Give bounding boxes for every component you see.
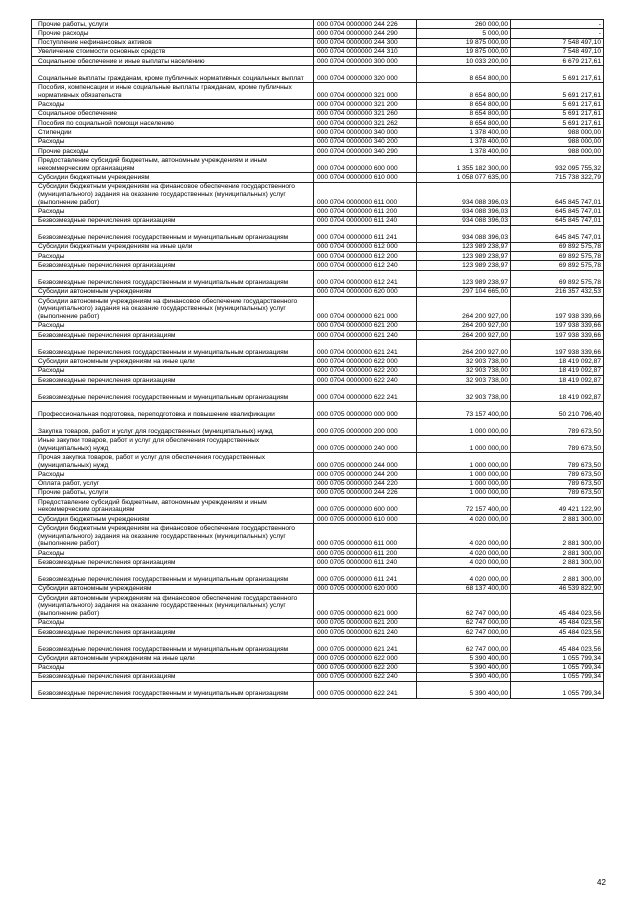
row-code-cell: 000 0704 0000000 611 241 bbox=[314, 225, 417, 242]
table-row bbox=[32, 498, 604, 515]
table-row bbox=[32, 225, 604, 242]
row-executed-cell: 45 484 023,56 bbox=[511, 627, 604, 636]
row-executed-cell: 645 845 747,01 bbox=[511, 225, 604, 242]
row-name-cell: Безвозмездные перечисления государственным и муниципальным организациям bbox=[32, 340, 314, 357]
row-name-cell: Социальное обеспечение bbox=[32, 109, 314, 118]
table-row bbox=[32, 216, 604, 225]
row-executed-cell: 789 673,50 bbox=[511, 479, 604, 488]
row-executed-cell: 2 881 300,00 bbox=[511, 558, 604, 567]
row-code-cell: 000 0704 0000000 612 200 bbox=[314, 252, 417, 261]
row-executed-cell: 645 845 747,01 bbox=[511, 182, 604, 207]
table-row bbox=[32, 672, 604, 681]
row-executed-cell: 45 484 023,56 bbox=[511, 618, 604, 627]
row-code-cell: 000 0705 0000000 621 240 bbox=[314, 627, 417, 636]
row-name-cell: Безвозмездные перечисления организациям bbox=[32, 558, 314, 567]
row-code-cell: 000 0705 0000000 000 000 bbox=[314, 402, 417, 419]
row-name-cell: Социальное обеспечение и иные выплаты населению bbox=[32, 57, 314, 66]
table-row bbox=[32, 321, 604, 330]
row-approved-cell: 8 654 800,00 bbox=[417, 83, 511, 100]
row-approved-cell: 1 000 000,00 bbox=[417, 436, 511, 453]
row-name-cell: Расходы bbox=[32, 618, 314, 627]
row-name-cell: Прочие работы, услуги bbox=[32, 488, 314, 497]
table-row bbox=[32, 57, 604, 66]
row-name-cell: Субсидии автономным учреждениям на иные цели bbox=[32, 654, 314, 663]
table-row bbox=[32, 385, 604, 402]
row-approved-cell: 297 104 665,00 bbox=[417, 287, 511, 296]
row-name-cell: Безвозмездные перечисления государственным и муниципальным организациям bbox=[32, 270, 314, 287]
row-approved-cell: 264 200 927,00 bbox=[417, 321, 511, 330]
row-approved-cell: 5 000,00 bbox=[417, 29, 511, 38]
row-approved-cell: 32 903 738,00 bbox=[417, 375, 511, 384]
row-code-cell: 000 0704 0000000 321 200 bbox=[314, 100, 417, 109]
row-approved-cell: 62 747 000,00 bbox=[417, 618, 511, 627]
row-code-cell: 000 0705 0000000 611 200 bbox=[314, 549, 417, 558]
row-executed-cell: 197 938 339,66 bbox=[511, 331, 604, 340]
row-code-cell: 000 0704 0000000 612 000 bbox=[314, 242, 417, 251]
row-name-cell: Оплата работ, услуг bbox=[32, 479, 314, 488]
table-row bbox=[32, 479, 604, 488]
row-code-cell: 000 0704 0000000 244 300 bbox=[314, 38, 417, 47]
row-name-cell: Расходы bbox=[32, 549, 314, 558]
row-code-cell: 000 0705 0000000 622 240 bbox=[314, 672, 417, 681]
table-row bbox=[32, 618, 604, 627]
row-executed-cell: 197 938 339,66 bbox=[511, 321, 604, 330]
row-executed-cell: 789 673,50 bbox=[511, 453, 604, 470]
row-code-cell: 000 0704 0000000 321 262 bbox=[314, 119, 417, 128]
row-name-cell: Социальные выплаты гражданам, кроме публичных нормативных социальных выплат bbox=[32, 66, 314, 83]
row-code-cell: 000 0705 0000000 621 241 bbox=[314, 637, 417, 654]
table-row bbox=[32, 402, 604, 419]
row-name-cell: Безвозмездные перечисления государственным и муниципальным организациям bbox=[32, 385, 314, 402]
row-code-cell: 000 0704 0000000 612 241 bbox=[314, 270, 417, 287]
row-name-cell: Субсидии автономным учреждениям на финансовое обеспечение государственного (муниципального) задания на оказание государственных (муниципальных) услуг (выполнение работ) bbox=[32, 297, 314, 322]
row-approved-cell: 1 000 000,00 bbox=[417, 453, 511, 470]
row-name-cell: Пособия, компенсации и иные социальные выплаты гражданам, кроме публичных нормативных обязательств bbox=[32, 83, 314, 100]
row-executed-cell: 197 938 339,66 bbox=[511, 297, 604, 322]
row-code-cell: 000 0705 0000000 200 000 bbox=[314, 419, 417, 436]
row-code-cell: 000 0705 0000000 622 200 bbox=[314, 663, 417, 672]
row-name-cell: Безвозмездные перечисления организациям bbox=[32, 672, 314, 681]
table-row bbox=[32, 515, 604, 524]
row-code-cell: 000 0705 0000000 600 000 bbox=[314, 498, 417, 515]
row-code-cell: 000 0704 0000000 321 260 bbox=[314, 109, 417, 118]
row-code-cell: 000 0705 0000000 244 226 bbox=[314, 488, 417, 497]
row-executed-cell: 789 673,50 bbox=[511, 470, 604, 479]
row-approved-cell: 62 747 000,00 bbox=[417, 627, 511, 636]
row-code-cell: 000 0704 0000000 620 000 bbox=[314, 287, 417, 296]
row-name-cell: Безвозмездные перечисления организациям bbox=[32, 627, 314, 636]
row-name-cell: Профессиональная подготовка, переподготовка и повышение квалификации bbox=[32, 402, 314, 419]
row-code-cell: 000 0705 0000000 621 000 bbox=[314, 593, 417, 618]
row-name-cell: Расходы bbox=[32, 366, 314, 375]
row-approved-cell: 62 747 000,00 bbox=[417, 593, 511, 618]
row-executed-cell: 5 691 217,61 bbox=[511, 83, 604, 100]
row-code-cell: 000 0705 0000000 611 000 bbox=[314, 524, 417, 549]
row-approved-cell: 934 088 396,03 bbox=[417, 216, 511, 225]
table-row bbox=[32, 83, 604, 100]
row-approved-cell: 260 000,00 bbox=[417, 20, 511, 29]
row-executed-cell: 988 000,00 bbox=[511, 146, 604, 155]
row-name-cell: Безвозмездные перечисления государственным и муниципальным организациям bbox=[32, 567, 314, 584]
table-row bbox=[32, 38, 604, 47]
row-executed-cell: 49 421 122,90 bbox=[511, 498, 604, 515]
row-name-cell: Предоставление субсидий бюджетным, автономным учреждениям и иным некоммерческим организациям bbox=[32, 156, 314, 173]
row-code-cell: 000 0704 0000000 621 241 bbox=[314, 340, 417, 357]
row-code-cell: 000 0704 0000000 340 290 bbox=[314, 146, 417, 155]
row-executed-cell: 988 000,00 bbox=[511, 137, 604, 146]
row-approved-cell: 1 000 000,00 bbox=[417, 470, 511, 479]
row-name-cell: Увеличение стоимости основных средств bbox=[32, 47, 314, 56]
row-executed-cell: 5 691 217,61 bbox=[511, 66, 604, 83]
table-row bbox=[32, 146, 604, 155]
row-approved-cell: 264 200 927,00 bbox=[417, 340, 511, 357]
row-name-cell: Расходы bbox=[32, 470, 314, 479]
row-approved-cell: 934 088 396,03 bbox=[417, 182, 511, 207]
row-code-cell: 000 0704 0000000 611 200 bbox=[314, 207, 417, 216]
row-code-cell: 000 0705 0000000 622 000 bbox=[314, 654, 417, 663]
row-code-cell: 000 0704 0000000 244 310 bbox=[314, 47, 417, 56]
row-approved-cell: 1 355 182 300,00 bbox=[417, 156, 511, 173]
row-approved-cell: 4 020 000,00 bbox=[417, 549, 511, 558]
row-executed-cell: 69 892 575,78 bbox=[511, 242, 604, 251]
table-row bbox=[32, 287, 604, 296]
row-code-cell: 000 0704 0000000 244 226 bbox=[314, 20, 417, 29]
row-approved-cell: 123 989 238,97 bbox=[417, 252, 511, 261]
row-name-cell: Безвозмездные перечисления организациям bbox=[32, 375, 314, 384]
row-approved-cell: 72 157 400,00 bbox=[417, 498, 511, 515]
row-code-cell: 000 0704 0000000 622 240 bbox=[314, 375, 417, 384]
row-executed-cell: 988 000,00 bbox=[511, 128, 604, 137]
table-row bbox=[32, 252, 604, 261]
row-name-cell: Расходы bbox=[32, 663, 314, 672]
row-code-cell: 000 0704 0000000 621 200 bbox=[314, 321, 417, 330]
row-executed-cell: 715 738 322,79 bbox=[511, 173, 604, 182]
row-executed-cell: 1 055 799,34 bbox=[511, 682, 604, 699]
row-name-cell: Закупка товаров, работ и услуг для государственных (муниципальных) нужд bbox=[32, 419, 314, 436]
row-code-cell: 000 0705 0000000 622 241 bbox=[314, 682, 417, 699]
table-row bbox=[32, 637, 604, 654]
row-name-cell: Субсидии бюджетным учреждениям на финансовое обеспечение государственного (муниципального) задания на оказание государственных (муниципальных) услуг (выполнение работ) bbox=[32, 182, 314, 207]
budget-table bbox=[31, 19, 604, 699]
row-executed-cell: 1 055 799,34 bbox=[511, 654, 604, 663]
row-code-cell: 000 0704 0000000 621 240 bbox=[314, 331, 417, 340]
row-approved-cell: 19 875 000,00 bbox=[417, 47, 511, 56]
row-executed-cell: 1 055 799,34 bbox=[511, 663, 604, 672]
row-name-cell: Поступление нефинансовых активов bbox=[32, 38, 314, 47]
row-name-cell: Безвозмездные перечисления организациям bbox=[32, 216, 314, 225]
row-executed-cell: 18 419 092,87 bbox=[511, 375, 604, 384]
row-code-cell: 000 0704 0000000 622 241 bbox=[314, 385, 417, 402]
row-approved-cell: 5 390 400,00 bbox=[417, 682, 511, 699]
row-code-cell: 000 0705 0000000 621 200 bbox=[314, 618, 417, 627]
row-approved-cell: 8 654 800,00 bbox=[417, 109, 511, 118]
row-code-cell: 000 0704 0000000 244 290 bbox=[314, 29, 417, 38]
row-executed-cell: 7 548 497,10 bbox=[511, 47, 604, 56]
row-approved-cell: 1 058 077 635,00 bbox=[417, 173, 511, 182]
row-code-cell: 000 0704 0000000 610 000 bbox=[314, 173, 417, 182]
row-executed-cell: 5 691 217,61 bbox=[511, 100, 604, 109]
table-row bbox=[32, 567, 604, 584]
row-code-cell: 000 0704 0000000 300 000 bbox=[314, 57, 417, 66]
row-executed-cell: 18 419 092,87 bbox=[511, 357, 604, 366]
table-row bbox=[32, 558, 604, 567]
table-row bbox=[32, 488, 604, 497]
row-code-cell: 000 0705 0000000 244 000 bbox=[314, 453, 417, 470]
row-executed-cell: 2 881 300,00 bbox=[511, 524, 604, 549]
table-row bbox=[32, 100, 604, 109]
table-row bbox=[32, 682, 604, 699]
table-row bbox=[32, 593, 604, 618]
row-approved-cell: 8 654 800,00 bbox=[417, 66, 511, 83]
row-name-cell: Расходы bbox=[32, 321, 314, 330]
table-row bbox=[32, 663, 604, 672]
row-executed-cell: 2 881 300,00 bbox=[511, 549, 604, 558]
row-executed-cell: - bbox=[511, 29, 604, 38]
row-executed-cell: 1 055 799,34 bbox=[511, 672, 604, 681]
table-row bbox=[32, 654, 604, 663]
row-code-cell: 000 0705 0000000 611 241 bbox=[314, 567, 417, 584]
row-executed-cell: 46 539 822,90 bbox=[511, 584, 604, 593]
table-row bbox=[32, 331, 604, 340]
row-executed-cell: 18 419 092,87 bbox=[511, 385, 604, 402]
row-executed-cell: 7 548 497,10 bbox=[511, 38, 604, 47]
row-approved-cell: 1 378 400,00 bbox=[417, 137, 511, 146]
table-row bbox=[32, 627, 604, 636]
row-executed-cell: - bbox=[511, 20, 604, 29]
row-name-cell: Субсидии бюджетным учреждениям bbox=[32, 173, 314, 182]
row-name-cell: Расходы bbox=[32, 207, 314, 216]
row-name-cell: Прочая закупка товаров, работ и услуг для обеспечения государственных (муниципальных) нужд bbox=[32, 453, 314, 470]
row-approved-cell: 68 137 400,00 bbox=[417, 584, 511, 593]
row-code-cell: 000 0704 0000000 612 240 bbox=[314, 261, 417, 270]
table-row bbox=[32, 549, 604, 558]
row-name-cell: Субсидии автономным учреждениям bbox=[32, 584, 314, 593]
row-approved-cell: 4 020 000,00 bbox=[417, 567, 511, 584]
row-code-cell: 000 0704 0000000 611 240 bbox=[314, 216, 417, 225]
row-approved-cell: 4 020 000,00 bbox=[417, 515, 511, 524]
row-approved-cell: 32 903 738,00 bbox=[417, 366, 511, 375]
row-code-cell: 000 0704 0000000 320 000 bbox=[314, 66, 417, 83]
row-name-cell: Расходы bbox=[32, 137, 314, 146]
row-name-cell: Безвозмездные перечисления организациям bbox=[32, 331, 314, 340]
row-approved-cell: 264 200 927,00 bbox=[417, 331, 511, 340]
table-row bbox=[32, 109, 604, 118]
row-approved-cell: 934 088 396,03 bbox=[417, 207, 511, 216]
row-executed-cell: 789 673,50 bbox=[511, 436, 604, 453]
row-approved-cell: 264 200 927,00 bbox=[417, 297, 511, 322]
row-name-cell: Безвозмездные перечисления организациям bbox=[32, 261, 314, 270]
row-name-cell: Субсидии автономным учреждениям на финансовое обеспечение государственного (муниципального) задания на оказание государственных (муниципальных) услуг (выполнение работ) bbox=[32, 593, 314, 618]
row-name-cell: Субсидии автономным учреждениям bbox=[32, 287, 314, 296]
row-name-cell: Иные закупки товаров, работ и услуг для обеспечения государственных (муниципальных) нужд bbox=[32, 436, 314, 453]
row-name-cell: Субсидии бюджетным учреждениям на иные цели bbox=[32, 242, 314, 251]
row-name-cell: Прочие расходы bbox=[32, 29, 314, 38]
row-name-cell: Пособия по социальной помощи населению bbox=[32, 119, 314, 128]
row-executed-cell: 69 892 575,78 bbox=[511, 261, 604, 270]
row-executed-cell: 932 095 755,32 bbox=[511, 156, 604, 173]
row-approved-cell: 5 390 400,00 bbox=[417, 654, 511, 663]
row-approved-cell: 123 989 238,97 bbox=[417, 242, 511, 251]
row-executed-cell: 197 938 339,66 bbox=[511, 340, 604, 357]
row-executed-cell: 50 210 796,40 bbox=[511, 402, 604, 419]
budget-table-body bbox=[32, 20, 604, 699]
table-row bbox=[32, 584, 604, 593]
table-row bbox=[32, 470, 604, 479]
row-approved-cell: 5 390 400,00 bbox=[417, 672, 511, 681]
table-row bbox=[32, 297, 604, 322]
page-number: 42 bbox=[597, 878, 606, 887]
row-executed-cell: 2 881 300,00 bbox=[511, 567, 604, 584]
row-executed-cell: 6 679 217,61 bbox=[511, 57, 604, 66]
row-name-cell: Субсидии бюджетным учреждениям на финансовое обеспечение государственного (муниципального) задания на оказание государственных (муниципальных) услуг (выполнение работ) bbox=[32, 524, 314, 549]
row-approved-cell: 73 157 400,00 bbox=[417, 402, 511, 419]
row-approved-cell: 1 378 400,00 bbox=[417, 146, 511, 155]
row-code-cell: 000 0705 0000000 240 000 bbox=[314, 436, 417, 453]
row-approved-cell: 62 747 000,00 bbox=[417, 637, 511, 654]
row-approved-cell: 32 903 738,00 bbox=[417, 385, 511, 402]
row-executed-cell: 45 484 023,56 bbox=[511, 637, 604, 654]
table-row bbox=[32, 357, 604, 366]
table-row bbox=[32, 524, 604, 549]
row-code-cell: 000 0705 0000000 244 200 bbox=[314, 470, 417, 479]
row-approved-cell: 19 875 000,00 bbox=[417, 38, 511, 47]
table-row bbox=[32, 173, 604, 182]
table-row bbox=[32, 453, 604, 470]
row-name-cell: Безвозмездные перечисления государственным и муниципальным организациям bbox=[32, 225, 314, 242]
row-approved-cell: 8 654 800,00 bbox=[417, 119, 511, 128]
row-executed-cell: 5 691 217,61 bbox=[511, 119, 604, 128]
row-executed-cell: 45 484 023,56 bbox=[511, 593, 604, 618]
row-approved-cell: 32 903 738,00 bbox=[417, 357, 511, 366]
row-code-cell: 000 0704 0000000 622 000 bbox=[314, 357, 417, 366]
table-row bbox=[32, 20, 604, 29]
row-approved-cell: 10 033 200,00 bbox=[417, 57, 511, 66]
row-executed-cell: 2 881 300,00 bbox=[511, 515, 604, 524]
row-name-cell: Прочие работы, услуги bbox=[32, 20, 314, 29]
table-row bbox=[32, 66, 604, 83]
row-approved-cell: 123 989 238,97 bbox=[417, 261, 511, 270]
row-code-cell: 000 0705 0000000 244 220 bbox=[314, 479, 417, 488]
row-executed-cell: 5 691 217,61 bbox=[511, 109, 604, 118]
row-executed-cell: 18 419 092,87 bbox=[511, 366, 604, 375]
table-row bbox=[32, 47, 604, 56]
row-code-cell: 000 0704 0000000 340 000 bbox=[314, 128, 417, 137]
row-code-cell: 000 0705 0000000 620 000 bbox=[314, 584, 417, 593]
row-executed-cell: 69 892 575,78 bbox=[511, 252, 604, 261]
row-approved-cell: 4 020 000,00 bbox=[417, 558, 511, 567]
row-executed-cell: 789 673,50 bbox=[511, 488, 604, 497]
table-row bbox=[32, 366, 604, 375]
row-code-cell: 000 0704 0000000 622 200 bbox=[314, 366, 417, 375]
row-name-cell: Безвозмездные перечисления государственным и муниципальным организациям bbox=[32, 637, 314, 654]
table-row bbox=[32, 182, 604, 207]
row-executed-cell: 645 845 747,01 bbox=[511, 216, 604, 225]
table-row bbox=[32, 419, 604, 436]
row-code-cell: 000 0704 0000000 621 000 bbox=[314, 297, 417, 322]
table-row bbox=[32, 340, 604, 357]
row-approved-cell: 123 989 238,97 bbox=[417, 270, 511, 287]
row-approved-cell: 1 378 400,00 bbox=[417, 128, 511, 137]
budget-report-sheet bbox=[31, 19, 603, 699]
row-approved-cell: 5 390 400,00 bbox=[417, 663, 511, 672]
table-row bbox=[32, 207, 604, 216]
row-executed-cell: 216 357 432,53 bbox=[511, 287, 604, 296]
row-code-cell: 000 0704 0000000 340 200 bbox=[314, 137, 417, 146]
row-executed-cell: 789 673,50 bbox=[511, 419, 604, 436]
table-row bbox=[32, 128, 604, 137]
row-approved-cell: 1 000 000,00 bbox=[417, 419, 511, 436]
table-row bbox=[32, 375, 604, 384]
row-code-cell: 000 0704 0000000 600 000 bbox=[314, 156, 417, 173]
table-row bbox=[32, 29, 604, 38]
row-code-cell: 000 0704 0000000 611 000 bbox=[314, 182, 417, 207]
row-approved-cell: 934 088 396,03 bbox=[417, 225, 511, 242]
row-name-cell: Стипендии bbox=[32, 128, 314, 137]
row-name-cell: Субсидии бюджетным учреждениям bbox=[32, 515, 314, 524]
table-row bbox=[32, 242, 604, 251]
table-row bbox=[32, 261, 604, 270]
row-name-cell: Прочие расходы bbox=[32, 146, 314, 155]
row-approved-cell: 1 000 000,00 bbox=[417, 479, 511, 488]
row-approved-cell: 4 020 000,00 bbox=[417, 524, 511, 549]
row-approved-cell: 1 000 000,00 bbox=[417, 488, 511, 497]
table-row bbox=[32, 270, 604, 287]
table-row bbox=[32, 119, 604, 128]
table-row bbox=[32, 137, 604, 146]
row-name-cell: Субсидии автономным учреждениям на иные цели bbox=[32, 357, 314, 366]
row-code-cell: 000 0704 0000000 321 000 bbox=[314, 83, 417, 100]
row-name-cell: Предоставление субсидий бюджетным, автономным учреждениям и иным некоммерческим организациям bbox=[32, 498, 314, 515]
row-code-cell: 000 0705 0000000 611 240 bbox=[314, 558, 417, 567]
row-code-cell: 000 0705 0000000 610 000 bbox=[314, 515, 417, 524]
row-executed-cell: 69 892 575,78 bbox=[511, 270, 604, 287]
table-row bbox=[32, 156, 604, 173]
row-name-cell: Расходы bbox=[32, 252, 314, 261]
row-name-cell: Расходы bbox=[32, 100, 314, 109]
row-executed-cell: 645 845 747,01 bbox=[511, 207, 604, 216]
row-approved-cell: 8 654 800,00 bbox=[417, 100, 511, 109]
table-row bbox=[32, 436, 604, 453]
row-name-cell: Безвозмездные перечисления государственным и муниципальным организациям bbox=[32, 682, 314, 699]
